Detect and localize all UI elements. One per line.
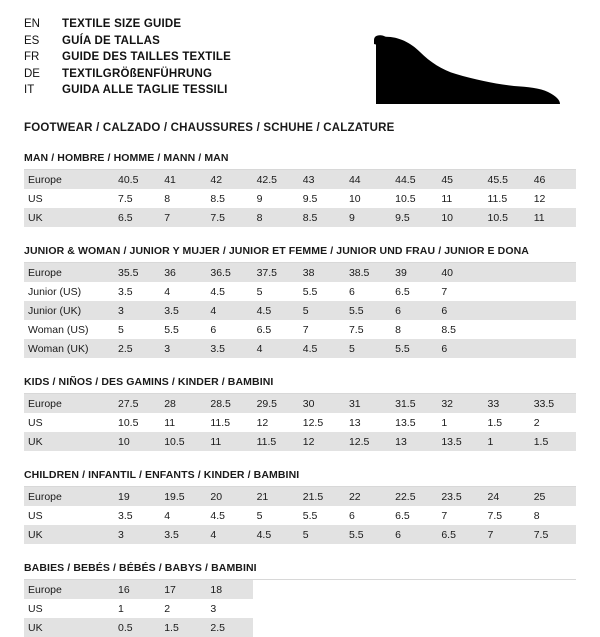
cell: 22	[345, 487, 391, 506]
cell: 12.5	[302, 416, 324, 429]
cell	[391, 618, 437, 637]
section-title: FOOTWEAR / CALZADO / CHAUSSURES / SCHUHE / CALZATURE	[24, 122, 395, 134]
cell: 45.5	[484, 170, 530, 189]
cell: 10	[348, 192, 361, 205]
group-label-junior-woman: JUNIOR & WOMAN / JUNIOR Y MUJER / JUNIOR ET FEMME / JUNIOR UND FRAU / JUNIOR E DONA	[24, 245, 576, 263]
cell: 8	[164, 192, 171, 205]
cell: 6	[437, 339, 483, 358]
row-header: Junior (UK)	[24, 301, 114, 320]
language-code-fr: FR	[24, 51, 40, 63]
cell: 6	[348, 509, 355, 522]
size-table-man	[24, 170, 576, 227]
cell: 4.5	[210, 509, 225, 522]
cell: 3	[160, 339, 206, 358]
cell: 7.5	[348, 323, 364, 336]
cell: 6	[391, 301, 437, 320]
cell: 4	[206, 525, 252, 544]
cell: 23.5	[437, 487, 483, 506]
cell	[253, 618, 299, 637]
cell: 5	[345, 339, 391, 358]
cell	[484, 339, 530, 358]
row-header: US	[28, 192, 43, 205]
cell: 21	[253, 487, 299, 506]
table-row	[24, 282, 576, 301]
size-table-kids	[24, 394, 576, 451]
language-code-es: ES	[24, 34, 40, 47]
cell: 31.5	[391, 394, 437, 413]
cell: 5	[256, 509, 263, 522]
cell: 2.5	[114, 339, 160, 358]
cell	[345, 580, 391, 599]
cell: 3.5	[160, 301, 206, 320]
cell	[530, 263, 576, 282]
row-header: Europe	[24, 263, 114, 282]
group-label-kids: KIDS / NIÑOS / DES GAMINS / KINDER / BAMBINI	[24, 376, 576, 394]
cell: 3.5	[118, 285, 133, 298]
cell: 25	[530, 487, 576, 506]
language-row-es	[24, 33, 231, 50]
cell: 10.5	[160, 432, 206, 451]
cell: 9.5	[391, 208, 437, 227]
row-header: Europe	[24, 170, 114, 189]
language-row-fr	[24, 49, 231, 66]
language-title-es: GUÍA DE TALLAS	[62, 34, 160, 47]
cell	[484, 599, 530, 618]
cell	[253, 580, 299, 599]
cell: 18	[206, 580, 252, 599]
cell: 17	[160, 580, 206, 599]
group-kids	[24, 376, 576, 451]
cell: 43	[299, 170, 345, 189]
cell: 13	[348, 416, 361, 429]
cell: 8.5	[210, 192, 225, 205]
cell: 45	[437, 170, 483, 189]
cell	[437, 580, 483, 599]
cell	[253, 599, 299, 618]
cell	[299, 580, 345, 599]
cell: 39	[391, 263, 437, 282]
cell	[299, 599, 345, 618]
cell: 19.5	[160, 487, 206, 506]
table-row	[24, 618, 576, 637]
cell: 5	[118, 323, 124, 336]
cell: 36.5	[206, 263, 252, 282]
cell: 1.5	[487, 416, 503, 429]
size-table-babies	[24, 580, 576, 637]
table-row	[24, 599, 576, 618]
cell: 7.5	[487, 509, 503, 522]
cell: 2	[533, 416, 540, 429]
table-row	[24, 394, 576, 413]
cell: 21.5	[299, 487, 345, 506]
cell: 1	[484, 432, 530, 451]
table-row	[24, 506, 576, 525]
cell: 29.5	[253, 394, 299, 413]
cell: 30	[299, 394, 345, 413]
cell	[530, 301, 576, 320]
cell: 28	[160, 394, 206, 413]
table-row	[24, 339, 576, 358]
cell: 5.5	[345, 525, 391, 544]
cell: 6	[348, 285, 355, 298]
size-table-children	[24, 487, 576, 544]
cell: 1.5	[160, 618, 206, 637]
cell: 46	[530, 170, 576, 189]
cell: 28.5	[206, 394, 252, 413]
cell: 1.5	[530, 432, 576, 451]
cell: 13.5	[437, 432, 483, 451]
cell: 10.5	[118, 416, 139, 429]
cell: 44.5	[391, 170, 437, 189]
cell: 1	[441, 416, 448, 429]
cell: 4	[164, 285, 171, 298]
dress-shoe-icon	[368, 30, 568, 108]
cell: 12	[299, 432, 345, 451]
cell: 27.5	[114, 394, 160, 413]
cell	[484, 618, 530, 637]
language-row-de	[24, 66, 231, 83]
cell: 5	[299, 525, 345, 544]
cell: 7	[484, 525, 530, 544]
row-header: Junior (US)	[28, 285, 82, 298]
cell: 38	[299, 263, 345, 282]
group-children	[24, 469, 576, 544]
cell	[437, 618, 483, 637]
cell: 7	[441, 285, 448, 298]
cell	[484, 580, 530, 599]
cell	[530, 339, 576, 358]
size-table-junior-woman	[24, 263, 576, 358]
table-row	[24, 580, 576, 599]
cell: 24	[484, 487, 530, 506]
cell: 5.5	[302, 509, 318, 522]
cell: 4.5	[253, 301, 299, 320]
language-code-it: IT	[24, 84, 35, 96]
row-header: US	[28, 509, 43, 522]
group-label-babies: BABIES / BEBÉS / BÉBÉS / BABYS / BAMBINI	[24, 562, 576, 580]
cell: 11.5	[487, 192, 508, 205]
cell: 11.5	[253, 432, 299, 451]
table-row	[24, 432, 576, 451]
cell: 44	[345, 170, 391, 189]
row-header: Woman (UK)	[24, 339, 114, 358]
cell: 3	[114, 301, 160, 320]
cell: 4	[253, 339, 299, 358]
cell: 11	[164, 416, 176, 429]
cell: 20	[206, 487, 252, 506]
cell	[484, 320, 530, 339]
cell: 37.5	[253, 263, 299, 282]
cell: 16	[114, 580, 160, 599]
cell: 7	[302, 323, 309, 336]
cell: 40.5	[114, 170, 160, 189]
cell: 35.5	[114, 263, 160, 282]
cell: 6	[391, 525, 437, 544]
cell: 11.5	[210, 416, 231, 429]
cell: 13.5	[395, 416, 416, 429]
row-header: UK	[24, 618, 114, 637]
table-row	[24, 525, 576, 544]
cell	[530, 599, 576, 618]
cell: 7.5	[530, 525, 576, 544]
table-row	[24, 413, 576, 432]
language-code-de: DE	[24, 67, 40, 80]
cell: 41	[160, 170, 206, 189]
cell: 10.5	[395, 192, 416, 205]
cell: 11	[530, 208, 576, 227]
cell	[530, 320, 576, 339]
cell: 42	[206, 170, 252, 189]
cell	[437, 599, 483, 618]
cell	[530, 618, 576, 637]
table-row	[24, 170, 576, 189]
cell: 3.5	[118, 509, 133, 522]
cell: 7	[160, 208, 206, 227]
cell: 10	[437, 208, 483, 227]
cell: 6	[210, 323, 217, 336]
cell: 13	[391, 432, 437, 451]
cell: 19	[114, 487, 160, 506]
cell: 4.5	[253, 525, 299, 544]
cell: 5.5	[164, 323, 179, 336]
cell: 33	[484, 394, 530, 413]
cell: 7.5	[206, 208, 252, 227]
cell: 1	[118, 602, 124, 615]
cell: 8	[533, 509, 540, 522]
cell: 12	[533, 192, 546, 205]
cell	[530, 580, 576, 599]
cell: 5	[256, 285, 263, 298]
row-header: Europe	[24, 487, 114, 506]
language-row-it	[24, 82, 231, 99]
table-row	[24, 263, 576, 282]
cell: 9	[256, 192, 263, 205]
cell	[391, 580, 437, 599]
table-row	[24, 208, 576, 227]
cell	[391, 599, 437, 618]
cell: 2.5	[206, 618, 252, 637]
cell: 11	[441, 192, 453, 205]
cell: 8.5	[299, 208, 345, 227]
cell: 8	[395, 323, 401, 336]
table-row	[24, 487, 576, 506]
group-junior-woman	[24, 245, 576, 358]
cell: 4.5	[210, 285, 225, 298]
cell: 7.5	[118, 192, 133, 205]
row-header: Europe	[24, 394, 114, 413]
cell	[345, 618, 391, 637]
cell: 3	[114, 525, 160, 544]
cell: 6.5	[395, 285, 410, 298]
cell: 6	[437, 301, 483, 320]
cell: 6.5	[256, 323, 272, 336]
cell: 9.5	[302, 192, 318, 205]
language-row-en	[24, 16, 231, 33]
row-header: Woman (US)	[28, 323, 89, 336]
cell: 33.5	[530, 394, 576, 413]
cell: 9	[345, 208, 391, 227]
cell: 4.5	[299, 339, 345, 358]
table-row	[24, 301, 576, 320]
row-header: US	[28, 602, 43, 615]
cell: 3	[210, 602, 217, 615]
cell: 40	[437, 263, 483, 282]
group-label-children: CHILDREN / INFANTIL / ENFANTS / KINDER / BAMBINI	[24, 469, 576, 487]
cell: 0.5	[114, 618, 160, 637]
cell	[299, 618, 345, 637]
language-title-list	[24, 16, 231, 99]
row-header: UK	[24, 432, 114, 451]
cell: 5.5	[345, 301, 391, 320]
cell: 3.5	[160, 525, 206, 544]
group-man	[24, 152, 576, 227]
language-title-en: TEXTILE SIZE GUIDE	[62, 18, 182, 30]
cell: 42.5	[253, 170, 299, 189]
row-header: Europe	[24, 580, 114, 599]
cell: 10	[114, 432, 160, 451]
cell: 5	[299, 301, 345, 320]
cell: 32	[437, 394, 483, 413]
cell: 38.5	[345, 263, 391, 282]
cell	[484, 282, 530, 301]
row-header: UK	[24, 208, 114, 227]
table-row	[24, 189, 576, 208]
group-label-man: MAN / HOMBRE / HOMME / MANN / MAN	[24, 152, 576, 170]
language-title-fr: GUIDE DES TAILLES TEXTILE	[62, 51, 231, 63]
cell: 36	[160, 263, 206, 282]
cell: 4	[206, 301, 252, 320]
cell: 10.5	[484, 208, 530, 227]
cell: 6.5	[395, 509, 410, 522]
cell: 5.5	[302, 285, 318, 298]
cell: 5.5	[391, 339, 437, 358]
cell: 8	[253, 208, 299, 227]
language-title-it: GUIDA ALLE TAGLIE TESSILI	[62, 84, 228, 96]
table-row	[24, 320, 576, 339]
cell: 6.5	[114, 208, 160, 227]
cell	[484, 301, 530, 320]
cell: 12	[256, 416, 269, 429]
cell: 6.5	[437, 525, 483, 544]
cell: 11	[206, 432, 252, 451]
row-header: UK	[24, 525, 114, 544]
cell: 3.5	[206, 339, 252, 358]
cell: 31	[345, 394, 391, 413]
cell: 4	[164, 509, 171, 522]
cell	[530, 282, 576, 301]
cell: 12.5	[345, 432, 391, 451]
cell: 22.5	[391, 487, 437, 506]
cell	[484, 263, 530, 282]
language-code-en: EN	[24, 18, 40, 30]
cell: 8.5	[441, 323, 456, 336]
cell: 2	[164, 602, 171, 615]
document-header	[24, 16, 576, 112]
cell: 7	[441, 509, 448, 522]
row-header: US	[28, 416, 43, 429]
cell	[345, 599, 391, 618]
language-title-de: TEXTILGRÖßENFÜHRUNG	[62, 67, 213, 80]
